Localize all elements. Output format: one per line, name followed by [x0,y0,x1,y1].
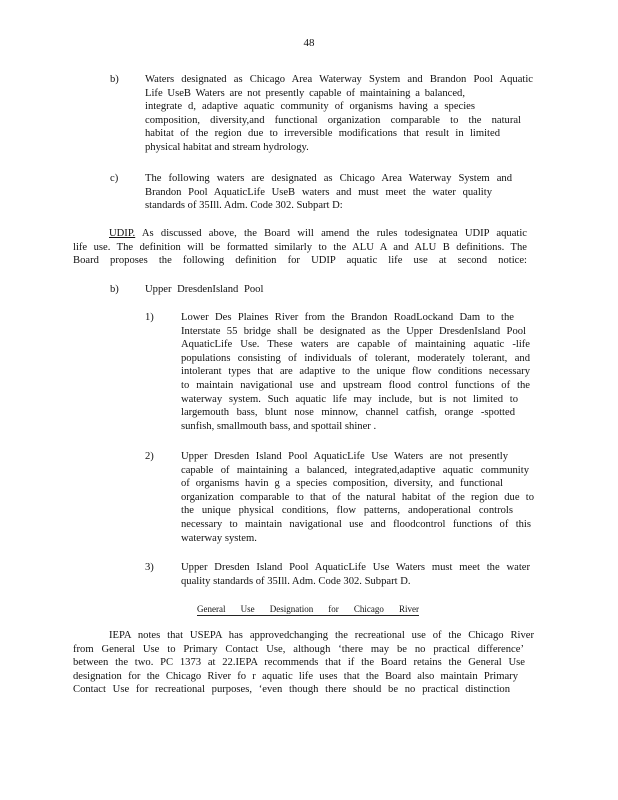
udip-paragraph [73,227,527,268]
item-c-paragraph [145,172,512,213]
text-line: Lower Des Plaines River from the Brandon RoadLockand Dam to the [181,312,514,323]
text-line: Waters designated as Chicago Area Waterway System and Brandon Pool Aquatic [145,74,533,85]
text-line: composition, diversity,and functional organization comparable to the natural [145,114,521,126]
item-b2-marker: b) [110,284,119,295]
text-line: physical habitat and stream hydrology. [145,141,309,153]
sub-3-paragraph [181,561,530,588]
text-line: Contact Use for recreational purposes, ‘even though there should be no practical distinction [73,684,510,696]
item-b-paragraph [145,73,533,155]
text-line: life use. The definition will be formatted similarly to the ALU A and ALU B definitions. The [73,241,527,253]
item-b2-title: Upper DresdenIsland Pool [145,284,264,295]
sub-3-marker: 3) [145,562,154,573]
text-line: largemouth bass, blunt nose minnow, channel catfish, orange -spotted [181,407,515,419]
text-line: necessary to maintain navigational use and floodcontrol functions of this [181,518,531,530]
sub-2-marker: 2) [145,451,154,462]
text-line: to maintain navigational use and upstream flood control functions of the [181,379,530,391]
sub-1-paragraph [181,311,530,433]
iepa-paragraph [73,629,534,697]
text-line: populations consisting of individuals of tolerant, moderately tolerant, and [181,352,530,364]
udip-label: UDIP. [109,228,136,239]
text-line: of organisms havin g a species composition, diversity, and functional [181,478,503,490]
text-line: capable of maintaining a balanced, integrated,adaptive aquatic community [181,464,529,476]
text-line: Interstate 55 bridge shall be designated as the Upper DresdenIsland Pool [181,325,526,337]
sub-2-paragraph [181,450,534,545]
text-line: Board proposes the following definition for UDIP aquatic life use at second notice: [73,255,527,267]
text-line: waterway system. Such aquatic life may include, but is not limited to [181,393,518,405]
text-line: intolerant types that are adaptive to the unique flow conditions necessary [181,366,530,378]
text-line: Brandon Pool AquaticLife UseB waters and must meet the water quality [145,186,492,198]
item-c-marker: c) [110,173,119,184]
text-line: waterway system. [181,532,257,544]
text-line: IEPA notes that USEPA has approvedchanging the recreational use of the Chicago River [109,630,534,641]
text-line: standards of 35Ill. Adm. Code 302. Subpart D: [145,200,343,212]
udip-text: As discussed above, the Board will amend the rules todesignatea UDIP aquatic [141,228,527,239]
text-line: the unique physical conditions, flow patterns, andoperational controls [181,505,513,517]
text-line: between the two. PC 1373 at 22.IEPA recommends that if the Board retains the General Use [73,657,525,669]
item-b-marker: b) [110,74,119,85]
text-line: Upper Dresden Island Pool AquaticLife Use Waters must meet the water [181,562,530,573]
text-line: organization comparable to that of the natural habitat of the region due to [181,491,534,503]
section-heading: General Use Designation for Chicago River [197,604,419,614]
text-line: Life UseB Waters are not presently capable of maintaining a balanced, [145,87,465,99]
sub-1-marker: 1) [145,312,154,323]
text-line: AquaticLife Use. These waters are capable of maintaining aquatic -life [181,339,530,351]
text-line: sunfish, smallmouth bass, and spottail shiner . [181,420,377,432]
text-line: designation for the Chicago River fo r aquatic life uses that the Board also maintain Primary [73,670,518,682]
text-line: habitat of the region due to irreversible modifications that result in limited [145,128,500,140]
text-line [73,227,527,241]
text-line: The following waters are designated as Chicago Area Waterway System and [145,173,512,184]
text-line: quality standards of 35Ill. Adm. Code 302. Subpart D. [181,575,411,587]
page-number: 48 [303,37,315,49]
text-line: from General Use to Primary Contact Use, although ‘there may be no practical difference’ [73,643,524,655]
text-line: Upper Dresden Island Pool AquaticLife Use Waters are not presently [181,451,508,462]
text-line: integrate d, adaptive aquatic community of organisms having a species [145,101,475,113]
